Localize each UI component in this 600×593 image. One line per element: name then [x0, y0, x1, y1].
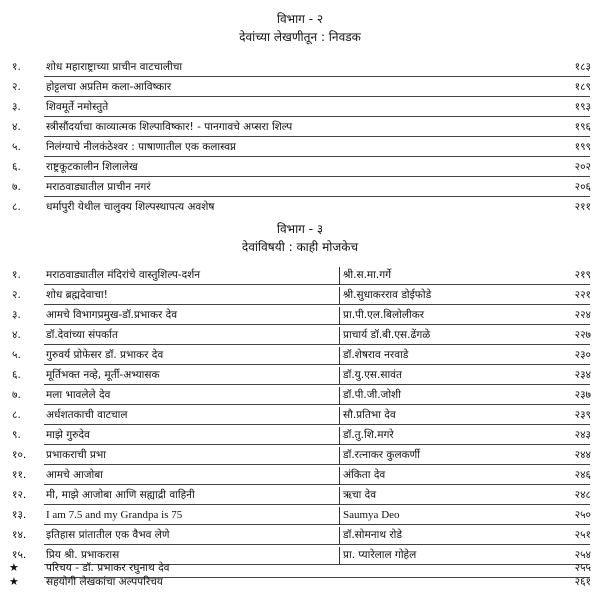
item-page: २६१ — [574, 576, 591, 588]
item-page: २२१ — [574, 289, 591, 301]
star-icon: ★ — [9, 561, 19, 574]
item-number: ४. — [12, 121, 21, 133]
item-author: डॉ.यु.एस.सावंत — [343, 369, 402, 381]
item-title: प्रिय श्री. प्रभाकरास — [46, 549, 120, 561]
row-divider — [44, 464, 590, 465]
item-title: आमचे विभागप्रमुख-डॉ.प्रभाकर देव — [46, 309, 178, 321]
column-divider — [339, 407, 340, 424]
item-author: डॉ.तु.शि.मगरे — [343, 429, 394, 441]
list-item[interactable] — [0, 118, 600, 138]
item-number: १०. — [12, 449, 27, 461]
item-page: २३० — [574, 349, 591, 361]
item-page: २४४ — [574, 449, 591, 461]
item-title: प्रभाकराची प्रभा — [46, 449, 106, 461]
item-page: २५५ — [574, 562, 591, 574]
list-item[interactable] — [0, 386, 600, 406]
item-page: २५१ — [574, 529, 591, 541]
star-icon: ★ — [9, 575, 19, 588]
item-number: ५. — [12, 141, 21, 153]
item-title: सहयोगी लेखकांचा अल्पपरिचय — [46, 576, 163, 588]
list-item[interactable] — [0, 406, 600, 426]
item-author: Saumya Deo — [343, 509, 400, 521]
item-number: ३. — [12, 101, 21, 113]
item-title: निलंग्याचे नीलकंठेश्वर : पाषाणातील एक कलास्वप्न — [46, 141, 237, 153]
item-author: डॉ.सोमनाथ रोडे — [343, 529, 402, 541]
item-title: इतिहास प्रांतातील एक वैभव लेणे — [46, 529, 170, 541]
item-number: ८. — [12, 409, 21, 421]
row-divider — [44, 304, 590, 305]
item-page: २३७ — [574, 389, 591, 401]
row-divider — [44, 324, 590, 325]
list-item[interactable] — [0, 486, 600, 506]
item-title: परिचय - डॉ. प्रभाकर रघुनाथ देव — [46, 562, 170, 574]
item-title: मी, माझे आजोबा आणि सह्याद्री वाहिनी — [46, 489, 195, 501]
item-author: सौ.प्रतिभा देव — [343, 409, 396, 421]
row-divider — [44, 196, 590, 197]
row-divider — [44, 76, 590, 77]
item-page: २३९ — [574, 409, 591, 421]
item-author: प्रा.पी.एल.बिलोलीकर — [343, 309, 425, 321]
list-item[interactable] — [0, 266, 600, 286]
item-title: माझे गुरुदेव — [46, 429, 90, 441]
item-author: श्री.स.मा.गर्गे — [343, 269, 392, 281]
item-page: २४३ — [574, 429, 591, 441]
item-page: २२७ — [574, 329, 591, 341]
item-page: २१९ — [574, 269, 591, 281]
section3-heading: विभाग - ३ — [276, 222, 324, 236]
list-item[interactable] — [0, 306, 600, 326]
item-title: मराठवाड्यातील प्राचीन नगरं — [46, 181, 151, 193]
column-divider — [339, 527, 340, 544]
list-item[interactable] — [0, 506, 600, 526]
column-divider — [339, 267, 340, 284]
list-item[interactable] — [0, 158, 600, 178]
column-divider — [339, 507, 340, 524]
row-divider — [44, 156, 590, 157]
item-number: ४. — [12, 329, 21, 341]
item-author: ऋचा देव — [343, 489, 377, 501]
row-divider — [44, 344, 590, 345]
item-title: I am 7.5 and my Grandpa is 75 — [46, 509, 183, 521]
item-number: ७. — [12, 389, 21, 401]
item-title: स्त्रीसौंदर्याचा काव्यात्मक शिल्पाविष्कार! - पानगावचे अप्सरा शिल्प — [46, 121, 293, 133]
list-item[interactable] — [0, 138, 600, 158]
section3-subheading: देवांविषयी : काही मोजकेच — [241, 240, 359, 254]
list-item[interactable] — [0, 98, 600, 118]
item-number: ३. — [12, 309, 21, 321]
item-title: मराठवाड्यातील मंदिरांचे वास्तुशिल्प-दर्शन — [46, 269, 201, 281]
section2-subheading: देवांच्या लेखणीतून : निवडक — [239, 30, 361, 44]
item-number: ५. — [12, 349, 21, 361]
item-title: शोध महाराष्ट्राच्या प्राचीन वाटचालीचा — [46, 61, 183, 73]
list-item[interactable] — [0, 58, 600, 78]
item-title: अर्धशतकाची वाटचाल — [46, 409, 128, 421]
item-title: शिवमूर्ते नमोस्तुते — [46, 101, 109, 113]
item-page: १८९ — [574, 81, 591, 93]
list-item[interactable] — [0, 198, 600, 218]
section2-heading: विभाग - २ — [276, 12, 324, 26]
item-number: १. — [12, 269, 21, 281]
item-author: श्री.सुधाकरराव डोईफोडे — [343, 289, 432, 301]
column-divider — [339, 427, 340, 444]
item-title: होट्टलचा अप्रतिम कला-आविष्कार — [46, 81, 172, 93]
item-number: ६. — [12, 369, 21, 381]
item-title: आमचे आजोबा — [46, 469, 103, 481]
item-page: २०६ — [574, 181, 591, 193]
column-divider — [339, 307, 340, 324]
list-item[interactable] — [0, 326, 600, 346]
item-author: डॉ.शेषराव नरवाडे — [343, 349, 409, 361]
item-number: ११. — [12, 469, 27, 481]
list-item[interactable] — [0, 346, 600, 366]
row-divider — [44, 424, 590, 425]
row-divider — [44, 504, 590, 505]
item-number: १. — [12, 61, 21, 73]
item-title: शोध ब्रह्मदेवाचा! — [46, 289, 108, 301]
list-item[interactable] — [0, 78, 600, 98]
item-author: अंकिता देव — [343, 469, 386, 481]
item-page: १९९ — [574, 141, 591, 153]
list-item[interactable] — [0, 426, 600, 446]
item-number: १४. — [12, 529, 27, 541]
column-divider — [339, 387, 340, 404]
list-item[interactable] — [0, 286, 600, 306]
item-number: २. — [12, 81, 21, 93]
item-page: २११ — [574, 201, 591, 213]
row-divider — [44, 384, 590, 385]
row-divider — [44, 484, 590, 485]
item-title: धर्मापुरी येथील चालुक्य शिल्पस्थापत्य अवशेष — [46, 201, 215, 213]
list-item[interactable] — [0, 446, 600, 466]
row-divider — [44, 524, 590, 525]
row-divider — [44, 444, 590, 445]
item-title: राष्ट्रकूटकालीन शिलालेख — [46, 161, 138, 173]
column-divider — [339, 367, 340, 384]
item-page: २५० — [574, 509, 591, 521]
row-divider — [44, 136, 590, 137]
item-page: २३४ — [574, 369, 591, 381]
item-number: २. — [12, 289, 21, 301]
row-divider — [44, 96, 590, 97]
item-author: प्राचार्य डॉ.बी.एस.ढेंगळे — [343, 329, 431, 341]
item-number: ९. — [12, 429, 21, 441]
item-title: मला भावलेले देव — [46, 389, 111, 401]
row-divider — [44, 544, 590, 545]
list-item[interactable] — [0, 366, 600, 386]
item-page: २०२ — [574, 161, 591, 173]
item-page: २४८ — [574, 489, 591, 501]
list-item[interactable] — [0, 526, 600, 546]
item-number: १५. — [12, 549, 27, 561]
item-author: डॉ.पी.जी.जोशी — [343, 389, 401, 401]
item-page: २४६ — [574, 469, 591, 481]
column-divider — [339, 467, 340, 484]
item-title: गुरुवर्य प्रोफेसर डॉ. प्रभाकर देव — [46, 349, 164, 361]
column-divider — [339, 327, 340, 344]
item-number: ६. — [12, 161, 21, 173]
row-divider — [44, 176, 590, 177]
item-number: ७. — [12, 181, 21, 193]
item-page: १९६ — [574, 121, 591, 133]
item-author: प्रा. प्यारेलाल गोहेल — [343, 549, 417, 561]
row-divider — [44, 364, 590, 365]
column-divider — [339, 487, 340, 504]
item-page: २२४ — [574, 309, 591, 321]
item-title: डॉ.देवांच्या संपर्कात — [46, 329, 118, 341]
column-divider — [339, 287, 340, 304]
item-number: १२. — [12, 489, 27, 501]
item-number: ८. — [12, 201, 21, 213]
list-item[interactable] — [0, 178, 600, 198]
item-title: मूर्तिभक्त नव्हे, मूर्ती-अभ्यासक — [46, 369, 160, 381]
column-divider — [339, 347, 340, 364]
column-divider — [339, 447, 340, 464]
item-author: डॉ.रत्नाकर कुलकर्णी — [343, 449, 420, 461]
item-page: १८३ — [574, 61, 591, 73]
item-page: १९३ — [574, 101, 591, 113]
item-page: २५४ — [574, 549, 591, 561]
row-divider — [44, 284, 590, 285]
item-number: १३. — [12, 509, 27, 521]
list-item[interactable] — [0, 466, 600, 486]
row-divider — [44, 116, 590, 117]
row-divider — [44, 404, 590, 405]
list-item[interactable] — [0, 573, 600, 593]
